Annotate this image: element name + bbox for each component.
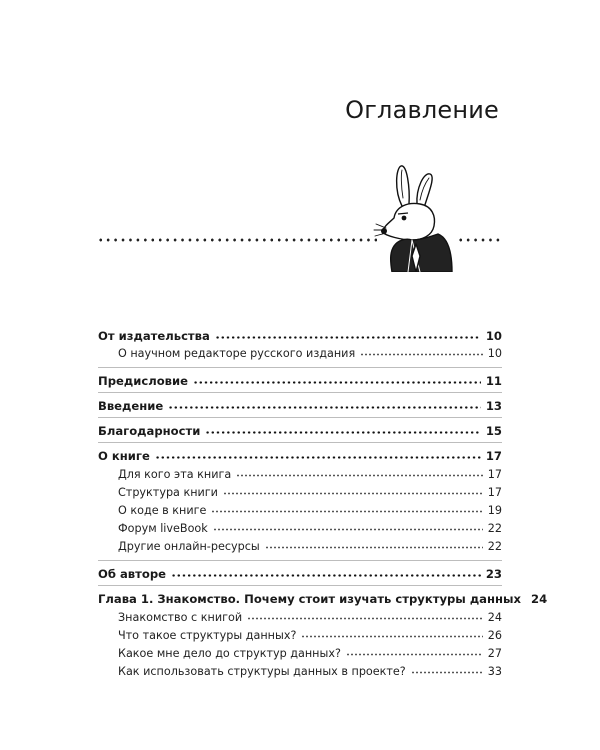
toc-entry-label: Форум liveBook (118, 522, 208, 535)
toc-entry-label: Что такое структуры данных? (118, 629, 297, 642)
toc-entry-chto-takoe[interactable] (98, 628, 502, 644)
section-divider (98, 442, 502, 443)
dot-leader (411, 671, 483, 674)
mouse-mascot-illustration (372, 160, 458, 272)
dot-leader (205, 431, 481, 434)
toc-entry-page: 26 (487, 629, 502, 642)
toc-entry-drugie-resursy[interactable] (98, 539, 502, 555)
toc-entry-label: От издательства (98, 329, 210, 343)
dot-leader (247, 617, 483, 620)
toc-entry-page: 24 (531, 592, 548, 606)
toc-entry-ot-izdatelstva[interactable] (98, 328, 502, 344)
toc-entry-page: 19 (487, 504, 502, 517)
toc-entry-label: О коде в книге (118, 504, 207, 517)
toc-entry-page: 23 (485, 567, 502, 581)
toc-entry-glava-1[interactable] (98, 591, 548, 607)
toc-entry-dlya-kogo[interactable] (98, 467, 502, 483)
toc-entry-page: 33 (487, 665, 502, 678)
dotted-divider-right (457, 238, 503, 242)
toc-entry-forum-livebook[interactable] (98, 521, 502, 537)
section-divider (98, 367, 502, 368)
dot-leader (168, 406, 481, 409)
toc-entry-page: 10 (485, 329, 502, 343)
toc-entry-page: 13 (485, 399, 502, 413)
dotted-divider-left (97, 238, 377, 242)
dot-leader (171, 574, 481, 577)
toc-entry-struktura-knigi[interactable] (98, 485, 502, 501)
toc-entry-page: 17 (487, 486, 502, 499)
toc-entry-label: Какое мне дело до структур данных? (118, 647, 341, 660)
toc-entry-label: О книге (98, 449, 150, 463)
section-divider (98, 585, 502, 586)
dot-leader (193, 381, 481, 384)
toc-entry-page: 17 (485, 449, 502, 463)
toc-entry-label: Об авторе (98, 567, 166, 581)
toc-entry-page: 10 (487, 347, 502, 360)
dot-leader (301, 635, 482, 638)
toc-entry-vvedenie[interactable] (98, 398, 502, 414)
toc-entry-o-kode[interactable] (98, 503, 502, 519)
toc-entry-kakoe-mne-delo[interactable] (98, 646, 502, 662)
dot-leader (155, 456, 481, 459)
toc-entry-ob-avtore[interactable] (98, 566, 502, 582)
toc-entry-kak-ispolzovat[interactable] (98, 664, 502, 680)
toc-entry-page: 24 (487, 611, 502, 624)
toc-entry-blagodarnosti[interactable] (98, 423, 502, 439)
toc-entry-label: Структура книги (118, 486, 218, 499)
toc-entry-page: 17 (487, 468, 502, 481)
section-divider (98, 560, 502, 561)
toc-entry-predislovie[interactable] (98, 373, 502, 389)
toc-entry-page: 27 (487, 647, 502, 660)
dot-leader (346, 653, 483, 656)
toc-entry-page: 11 (485, 374, 502, 388)
toc-entry-page: 22 (487, 522, 502, 535)
toc-entry-znakomstvo-s-knigoi[interactable] (98, 610, 502, 626)
dot-leader (223, 492, 483, 495)
dot-leader (236, 474, 483, 477)
toc-entry-o-knige[interactable] (98, 448, 502, 464)
dot-leader (213, 528, 483, 531)
toc-entry-label: Другие онлайн-ресурсы (118, 540, 260, 553)
dot-leader (360, 353, 483, 356)
toc-entry-o-nauchnom-redaktore[interactable] (98, 346, 502, 362)
toc-entry-label: Для кого эта книга (118, 468, 232, 481)
toc-entry-page: 15 (485, 424, 502, 438)
toc-entry-label: Введение (98, 399, 164, 413)
toc-entry-label: Предисловие (98, 374, 189, 388)
toc-entry-page: 22 (487, 540, 502, 553)
section-divider (98, 392, 502, 393)
toc-entry-label: Глава 1. Знакомство. Почему стоит изучать структуры данных (98, 592, 521, 606)
page-title: Оглавление (345, 96, 499, 125)
toc-entry-label: О научном редакторе русского издания (118, 347, 356, 360)
dot-leader (265, 546, 483, 549)
section-divider (98, 417, 502, 418)
dot-leader (211, 510, 482, 513)
toc-entry-label: Как использовать структуры данных в проекте? (118, 665, 406, 678)
dot-leader (215, 336, 481, 339)
toc-entry-label: Благодарности (98, 424, 201, 438)
toc-entry-label: Знакомство с книгой (118, 611, 243, 624)
